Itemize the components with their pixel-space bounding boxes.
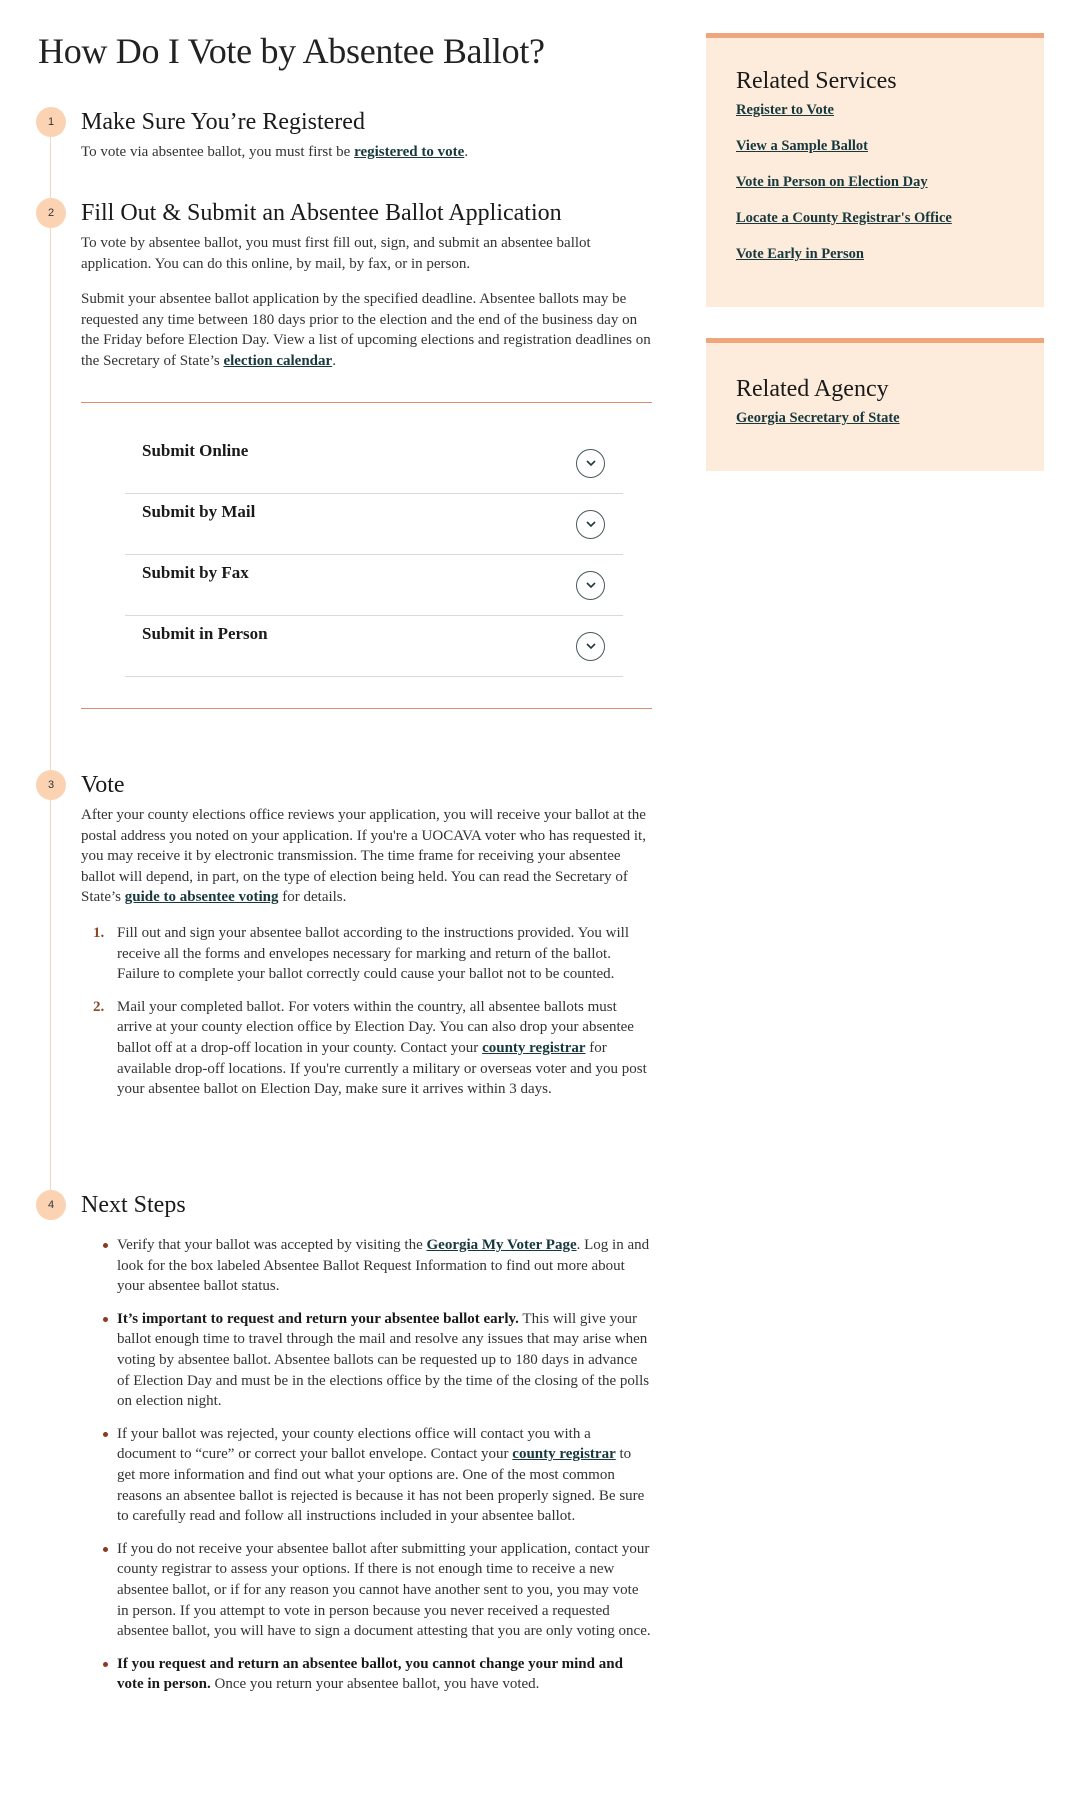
step-number-badge: 4 [36,1190,66,1220]
bullet-icon [103,1243,108,1248]
list-item [81,997,652,1100]
accordion-item[interactable] [125,555,623,616]
text: To vote via absentee ballot, you must first be [81,144,355,160]
list-number: 2. [93,998,105,1015]
registered-to-vote-link[interactable]: registered to vote [354,144,465,160]
chevron-down-icon[interactable] [576,449,605,478]
text: Fill out and sign your absentee ballot according to the instructions provided. You will receive all the forms and envelopes necessary for marking and return of the ballot. Failure to complete your ballot correctly could cause your ballot not to be counted. [117,924,630,983]
bullet-icon [103,1547,108,1552]
vote-instructions-list [81,923,652,1100]
step-number-badge: 2 [36,198,66,228]
chevron-down-icon[interactable] [576,510,605,539]
county-registrar-link[interactable]: county registrar [482,1039,586,1056]
text: Mail your completed ballot. For voters within the country, all absentee ballots must arrive at your county election office by Election Day. You can also drop your absentee ballot off at a drop-off location in your county. Contact your [117,998,634,1056]
text: After your county elections office reviews your application, you will receive your ballot at the postal address you noted on your application. If you're a UOCAVA voter who has requested it, you may receive it by electronic transmission. The time frame for receiving your absentee ballot will depend, in part, on the type of election being held. You can read the Secretary of State’s [81,807,646,906]
accordion-label: Submit in Person [142,623,268,643]
list-item [81,1309,652,1412]
chevron-down-icon[interactable] [576,571,605,600]
step-number-badge: 3 [36,770,66,800]
text: If you do not receive your absentee ballot after submitting your application, contact your county registrar to assess your options. If there is not enough time to receive a new absentee ballot, or if for any reason you cannot have another sent to you, you may vote in person. If you attempt to vote in person because you never received a requested absentee ballot, you will have to sign a document attesting that you are only voting once. [117,1540,651,1640]
related-service-link[interactable]: Vote in Person on Election Day [736,174,928,190]
list-item [81,1424,652,1527]
step-paragraph [81,805,652,908]
accordion-label: Submit by Fax [142,562,249,582]
step-paragraph [81,289,652,371]
next-steps-list [81,1235,652,1695]
text: If your ballot was rejected, your county elections office will contact you with a document to “cure” or correct your ballot envelope. Contact your [117,1425,591,1463]
related-services-heading: Related Services [736,68,897,94]
step-heading: Vote [81,772,125,798]
related-service-link[interactable]: Vote Early in Person [736,246,864,262]
text: Once you return your absentee ballot, you have voted. [210,1676,540,1693]
step-paragraph [81,142,652,163]
step-2 [36,198,652,709]
text: Verify that your ballot was accepted by visiting the [117,1237,427,1253]
related-service-link[interactable]: View a Sample Ballot [736,138,868,154]
step-number-badge: 1 [36,107,66,137]
related-service-link[interactable]: Locate a County Registrar's Office [736,210,952,226]
bold-text: If you request and return an absentee ballot, you cannot change your mind and vote in person. [117,1655,623,1693]
submit-methods-accordion [81,402,652,709]
bold-text: It’s important to request and return your absentee ballot early. [117,1310,519,1327]
accordion-item[interactable] [125,616,623,677]
bullet-icon [103,1662,108,1667]
georgia-secretary-of-state-link[interactable]: Georgia Secretary of State [736,410,900,426]
step-4 [36,1190,652,1707]
election-calendar-link[interactable]: election calendar [223,352,333,369]
list-item [81,1539,652,1642]
related-service-link[interactable]: Register to Vote [736,102,834,118]
list-item [81,1235,652,1297]
related-agency-panel [706,338,1044,471]
text: for available drop-off locations. If you're currently a military or overseas voter and you post your absentee ballot on Election Day, make sure it arrives within 3 days. [117,1039,647,1098]
bullet-icon [103,1432,108,1437]
step-3 [36,770,652,1112]
accordion-item[interactable] [125,494,623,555]
accordion-label: Submit by Mail [142,501,256,521]
step-paragraph: To vote by absentee ballot, you must first fill out, sign, and submit an absentee ballot application. You can do this online, by mail, by fax, or in person. [81,235,591,272]
text: to get more information and find out what your options are. One of the most common reasons an absentee ballot is rejected is because it has not been properly signed. Be sure to carefully read and follow all instructions included in your absentee ballot. [117,1446,645,1525]
step-heading: Fill Out & Submit an Absentee Ballot Application [81,200,562,226]
step-1 [36,107,652,163]
chevron-down-icon[interactable] [576,632,605,661]
related-agency-heading: Related Agency [736,376,889,402]
accordion-item[interactable] [125,433,623,494]
step-heading: Make Sure You’re Registered [81,109,365,135]
text: This will give your ballot enough time to travel through the mail and resolve any issues that may arise when voting by absentee ballot. Absentee ballots can be requested up to 180 days in advance of Election Day and must be in the elections office by the time of the closing of the polls on election night. [117,1310,650,1410]
guide-to-absentee-voting-link[interactable]: guide to absentee voting [124,889,279,906]
text: . [464,144,469,160]
related-services-panel [706,33,1044,307]
text: Submit your absentee ballot application by the specified deadline. Absentee ballots may be requested any time between 180 days prior to the election and the end of the business day on the Friday before Election Day. View a list of upcoming elections and registration deadlines on the Secretary of State’s [81,291,651,369]
list-item [81,1654,652,1695]
step-heading: Next Steps [81,1192,186,1218]
bullet-icon [103,1317,108,1322]
page-title: How Do I Vote by Absentee Ballot? [38,31,545,71]
list-item [81,923,652,985]
text: . Log in and look for the box labeled Absentee Ballot Request Information to find out more about your absentee ballot status. [117,1237,650,1295]
accordion-label: Submit Online [142,440,249,460]
georgia-my-voter-page-link[interactable]: Georgia My Voter Page [426,1237,577,1253]
text: . [332,352,336,369]
county-registrar-link[interactable]: county registrar [512,1446,616,1463]
list-number: 1. [93,924,105,941]
text: for details. [278,889,347,906]
